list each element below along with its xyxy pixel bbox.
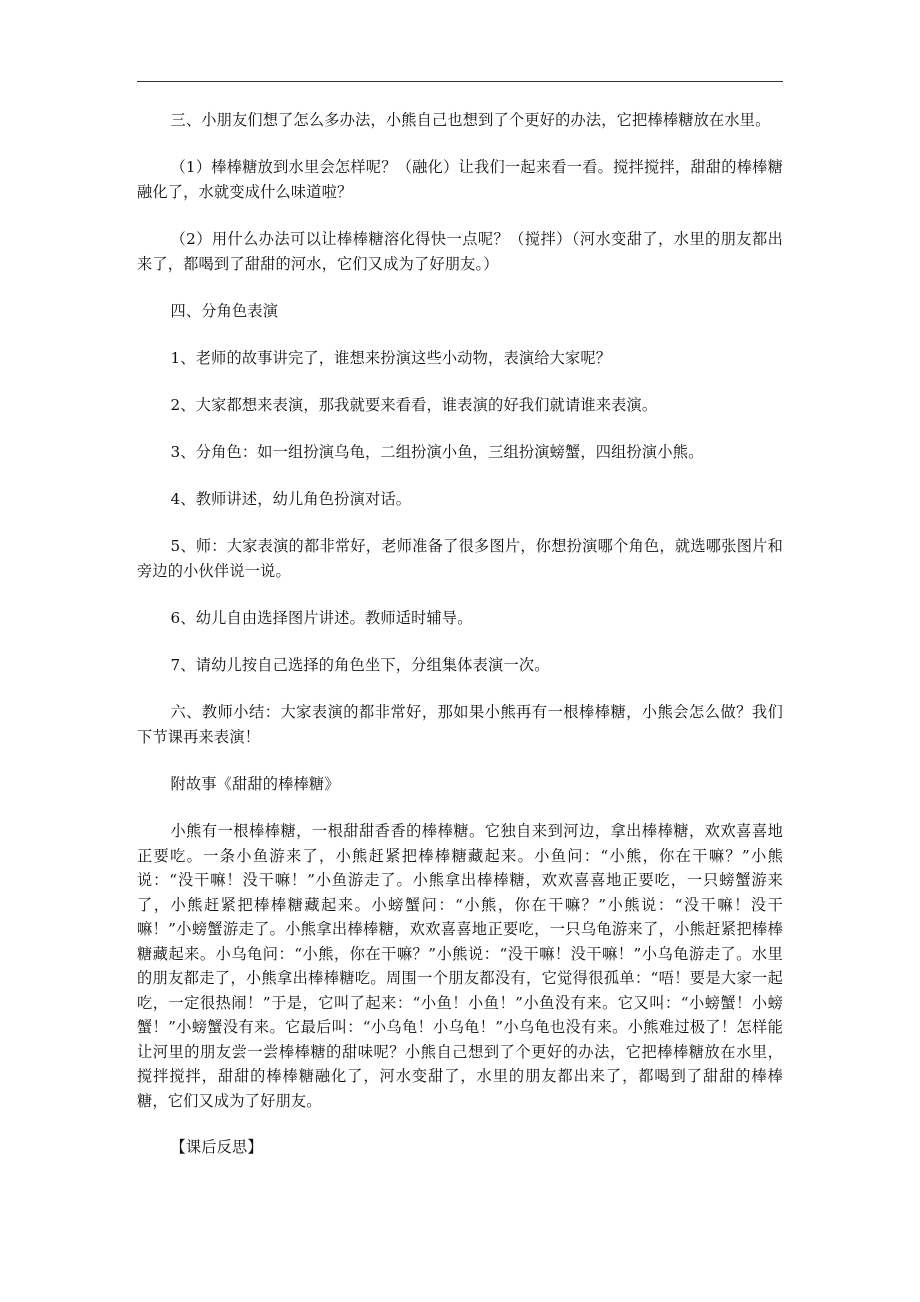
- paragraph-section-three: 三、小朋友们想了怎么多办法，小熊自己也想到了个更好的办法，它把棒棒糖放在水里。: [170, 111, 771, 129]
- story-title: 附故事《甜甜的棒棒糖》: [170, 775, 340, 793]
- list-item-1: 1、老师的故事讲完了，谁想来扮演这些小动物，表演给大家呢？: [170, 349, 612, 367]
- header-rule: [137, 81, 783, 82]
- list-item-4: 4、教师讲述，幼儿角色扮演对话。: [170, 490, 412, 508]
- heading-section-four: 四、分角色表演: [170, 302, 279, 320]
- reflection-heading: 【课后反思】: [170, 1138, 263, 1156]
- document-body: [137, 108, 783, 1160]
- paragraph-section-six: 六、教师小结：大家表演的都非常好，那如果小熊再有一根棒棒糖，小熊会怎么做？我们下节课再来表演！: [137, 703, 783, 746]
- list-item-2: 2、大家都想来表演，那我就要来看看，谁表演的好我们就请谁来表演。: [170, 396, 658, 414]
- list-item-3: 3、分角色：如一组扮演乌龟，二组扮演小鱼，三组扮演螃蟹，四组扮演小熊。: [170, 443, 704, 461]
- story-text: 小熊有一根棒棒糖，一根甜甜香香的棒棒糖。它独自来到河边，拿出棒棒糖，欢欢喜喜地正要吃。一条小鱼游来了，小熊赶紧把棒棒糖藏起来。小鱼问：“小熊，你在干嘛？”小熊说：“没干嘛！没干嘛！”小鱼游走了。小熊拿出棒棒糖，欢欢喜喜地正要吃，一只螃蟹游来了，小熊赶紧把棒棒糖藏起来。小螃蟹问：“小熊，你在干嘛？”小熊说：“没干嘛！没干嘛！”小螃蟹游走了。小熊拿出棒棒糖，欢欢喜喜地正要吃，一只乌龟游来了，小熊赶紧把棒棒糖藏起来。小乌龟问：“小熊，你在干嘛？”小熊说：“没干嘛！没干嘛！”小乌龟游走了。水里的朋友都走了，小熊拿出棒棒糖吃。周围一个朋友都没有，它觉得很孤单：“唔！要是大家一起吃，一定很热闹！”于是，它叫了起来：“小鱼！小鱼！”小鱼没有来。它又叫：“小螃蟹！小螃蟹！”小螃蟹没有来。它最后叫：“小乌龟！小乌龟！”小乌龟也没有来。小熊难过极了！怎样能让河里的朋友尝一尝棒棒糖的甜味呢？小熊自己想到了个更好的办法，它把棒棒糖放在水里，搅拌搅拌，甜甜的棒棒糖融化了，河水变甜了，水里的朋友都出来了，都喝到了甜甜的棒棒糖，它们又成为了好朋友。: [137, 822, 783, 1110]
- list-item-5: 5、师：大家表演的都非常好，老师准备了很多图片，你想扮演哪个角色，就选哪张图片和旁边的小伙伴说一说。: [137, 537, 783, 580]
- list-item-6: 6、幼儿自由选择图片讲述。教师适时辅导。: [170, 609, 473, 627]
- list-item-7: 7、请幼儿按自己选择的角色坐下，分组集体表演一次。: [170, 656, 550, 674]
- paragraph-question-one: （1）棒棒糖放到水里会怎样呢？（融化）让我们一起来看一看。搅拌搅拌，甜甜的棒棒糖融化了，水就变成什么味道啦？: [137, 158, 783, 201]
- paragraph-question-two: （2）用什么办法可以让棒棒糖溶化得快一点呢？（搅拌）（河水变甜了，水里的朋友都出来了，都喝到了甜甜的河水，它们又成为了好朋友。）: [137, 230, 783, 273]
